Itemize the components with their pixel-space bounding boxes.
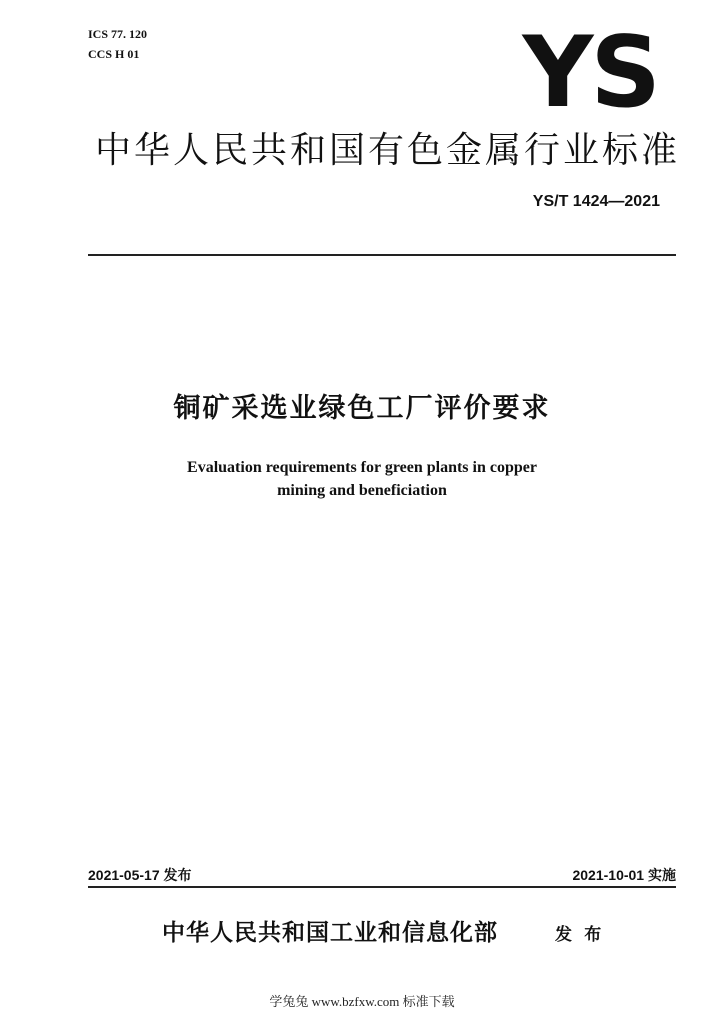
bottom-divider [88,886,676,888]
top-divider [88,254,676,256]
ys-logo: YS [522,16,658,130]
footer-watermark: 学兔兔 www.bzfxw.com 标准下载 [269,994,455,1009]
effective-date: 2021-10-01 实施 [572,867,676,883]
standard-number: YS/T 1424—2021 [532,193,660,210]
issued-date: 2021-05-17 发布 [88,867,192,883]
english-title-line-1: Evaluation requirements for green plants in copper [187,459,537,476]
ccs-code: CCS H 01 [88,47,140,61]
document-title-chinese: 铜矿采选业绿色工厂评价要求 [173,393,551,424]
issuing-authority: 中华人民共和国工业和信息化部 [162,920,498,945]
issue-label: 发 布 [555,925,606,944]
ics-code: ICS 77. 120 [88,27,148,41]
document-title-english [0,456,724,502]
english-title-line-2: mining and beneficiation [277,482,447,499]
industry-standard-title: 中华人民共和国有色金属行业标准 [94,130,680,171]
